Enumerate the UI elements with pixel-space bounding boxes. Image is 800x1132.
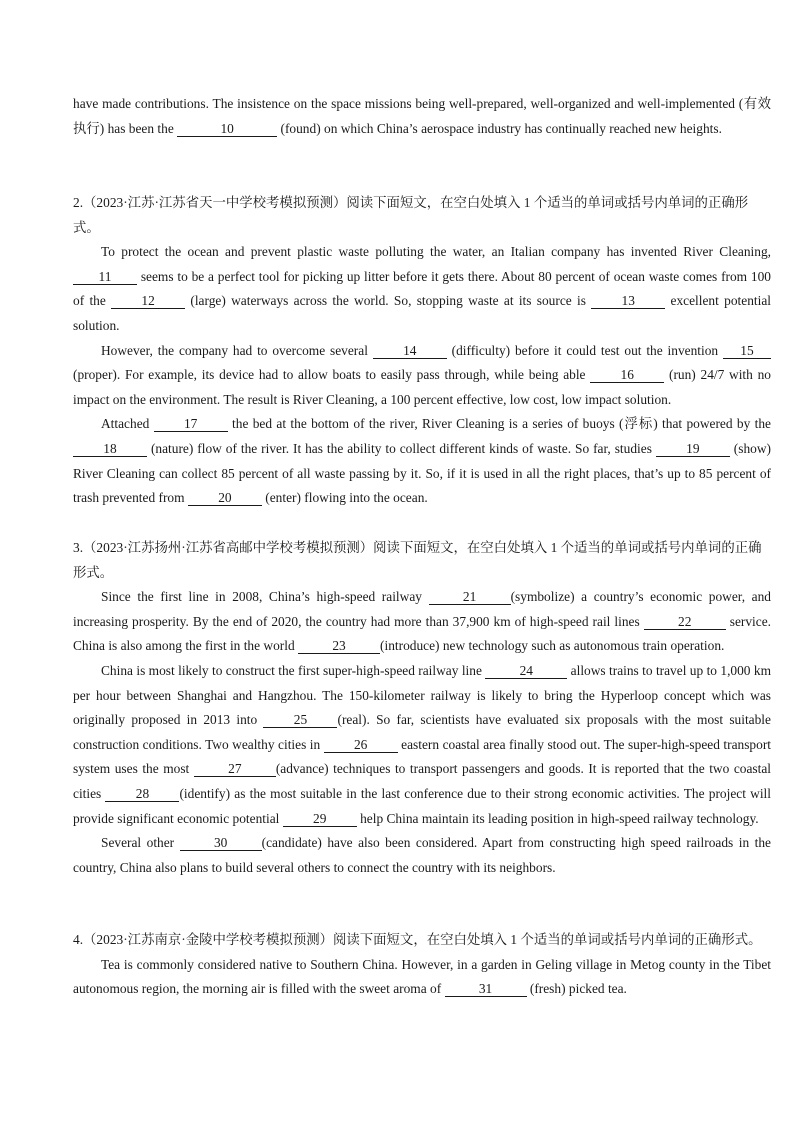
blank-13[interactable]: 13 bbox=[591, 293, 665, 309]
question-3 bbox=[73, 536, 771, 880]
text: (real). So far, scientists have evaluated six proposals with the most suitable construction conditions. Two wealthy cities in bbox=[73, 712, 771, 752]
blank-28[interactable]: 28 bbox=[105, 786, 179, 802]
paragraph bbox=[73, 585, 771, 659]
text: (found) on which China’s aerospace industry has continually reached new bbox=[280, 120, 677, 136]
text: China is most likely to construct the first super-high-speed railway line bbox=[101, 662, 486, 678]
text: (difficulty) before it could test out the invention bbox=[446, 342, 723, 358]
text: help China maintain its leading position in high-speed railway technology. bbox=[356, 810, 759, 826]
text: service. China is also among the first in the world bbox=[73, 613, 771, 654]
text: (run) 24/7 with no impact on the environment. The result is River Cleaning, a 100 percent effective, low cost, low impact solution. bbox=[73, 367, 771, 407]
text: have made contributions. The insistence on the space missions being well-prepared, well-organized and well-implemented bbox=[73, 96, 735, 111]
blank-18[interactable]: 18 bbox=[73, 441, 147, 457]
blank-24[interactable]: 24 bbox=[485, 663, 567, 679]
paragraph bbox=[73, 412, 771, 510]
blank-11[interactable]: 11 bbox=[73, 269, 137, 285]
paragraph bbox=[73, 339, 771, 413]
blank-21[interactable]: 21 bbox=[429, 589, 511, 605]
question-4 bbox=[73, 928, 771, 1002]
paragraph bbox=[73, 953, 771, 1002]
paragraph bbox=[73, 831, 771, 880]
text: allows trains to travel up to 1,000 km per hour between Shanghai and Hangzhou. The 150-kilometer railway is likely to bring the Hyperloop concept which was originally proposed in 2013 into bbox=[73, 662, 771, 728]
text: To protect the ocean and prevent plastic waste polluting the water, an Italian company has invented River Cleaning, bbox=[101, 244, 771, 260]
blank-30[interactable]: 30 bbox=[180, 835, 262, 851]
blank-17[interactable]: 17 bbox=[154, 416, 228, 432]
blank-19[interactable]: 19 bbox=[656, 441, 730, 457]
text: Tea is commonly considered native to Southern China. However, in a garden in Geling village in Metog county in the Tibet autonomous region, the morning air is filled with the sweet aroma of bbox=[73, 956, 771, 997]
text: (enter) flowing into the ocean. bbox=[261, 490, 428, 506]
text: (有效执行) has been the bbox=[73, 96, 771, 136]
text: (advance) techniques to transport passengers and goods. It is reported that the two coastal cities bbox=[73, 761, 771, 801]
text: (introduce) new technology such as autonomous train operation. bbox=[380, 638, 725, 654]
question-4-heading: 4.（2023·江苏南京·金陵中学校考模拟预测）阅读下面短文，在空白处填入 1 个适当的单词或括号内单词的正确形式。 bbox=[73, 932, 762, 947]
paragraph bbox=[73, 659, 771, 831]
blank-16[interactable]: 16 bbox=[590, 367, 664, 383]
question-2-heading: 2.（2023·江苏·江苏省天一中学校考模拟预测）阅读下面短文，在空白处填入 1 个适当的单词或括号内单词的正确形式。 bbox=[73, 195, 749, 235]
text: (show) River Cleaning can collect 85 percent of all waste passing by it. So, if it is used in all the right places, that’s up to 85 percent of trash prevented from bbox=[73, 440, 771, 506]
blank-10[interactable]: 10 bbox=[177, 121, 277, 137]
continuation-passage bbox=[73, 92, 771, 141]
blank-22[interactable]: 22 bbox=[644, 614, 726, 630]
text: (fresh) picked tea. bbox=[526, 981, 627, 997]
text: eastern coastal area finally stood out. The super-high-speed transport system uses the most bbox=[73, 736, 771, 777]
text: (large) waterways across the world. So, stopping waste at its source is bbox=[185, 293, 592, 309]
blank-20[interactable]: 20 bbox=[188, 490, 262, 506]
question-3-heading: 3.（2023·江苏扬州·江苏省高邮中学校考模拟预测）阅读下面短文，在空白处填入 1 个适当的单词或括号内单词的正确形式。 bbox=[73, 540, 762, 580]
text: (symbolize) a country’s economic power, and increasing prosperity. By the end of 2020, the country had more than 37,900 km of high-speed rail lines bbox=[73, 589, 771, 629]
text: Several other bbox=[101, 835, 180, 851]
text: the bed at the bottom of the river, River Cleaning is a series of buoys (浮标) that powered by the bbox=[227, 416, 772, 432]
text: Attached bbox=[101, 416, 154, 432]
blank-15[interactable]: 15 bbox=[723, 343, 771, 359]
question-2 bbox=[73, 191, 771, 511]
blank-25[interactable]: 25 bbox=[263, 712, 337, 728]
blank-27[interactable]: 27 bbox=[194, 761, 276, 777]
text: (identify) as the most suitable in the last conference due to their strong economic activities. The project will provide significant economic potential bbox=[73, 785, 771, 826]
text: heights. bbox=[679, 120, 722, 136]
text: (candidate) have also been considered. Apart from constructing high speed railroads in the country, China also plans to build several others to connect the country with its neighbors. bbox=[73, 835, 771, 875]
text: Since the first line in 2008, China’s high-speed railway bbox=[101, 589, 429, 605]
blank-12[interactable]: 12 bbox=[111, 293, 185, 309]
paragraph bbox=[73, 240, 771, 338]
blank-29[interactable]: 29 bbox=[283, 811, 357, 827]
blank-31[interactable]: 31 bbox=[445, 981, 527, 997]
text: (nature) flow of the river. It has the ability to collect different kinds of waste. So far, studies bbox=[147, 440, 656, 456]
text: excellent potential solution. bbox=[73, 293, 771, 333]
blank-26[interactable]: 26 bbox=[324, 737, 398, 753]
blank-23[interactable]: 23 bbox=[298, 638, 380, 654]
text: However, the company had to overcome several bbox=[101, 342, 373, 358]
text: (proper). For example, its device had to allow boats to easily pass through, while being able bbox=[73, 367, 591, 383]
text: seems to be a perfect tool for picking up litter before it gets there. About 80 percent of ocean waste comes from 100 of the bbox=[73, 268, 771, 309]
blank-14[interactable]: 14 bbox=[373, 343, 447, 359]
